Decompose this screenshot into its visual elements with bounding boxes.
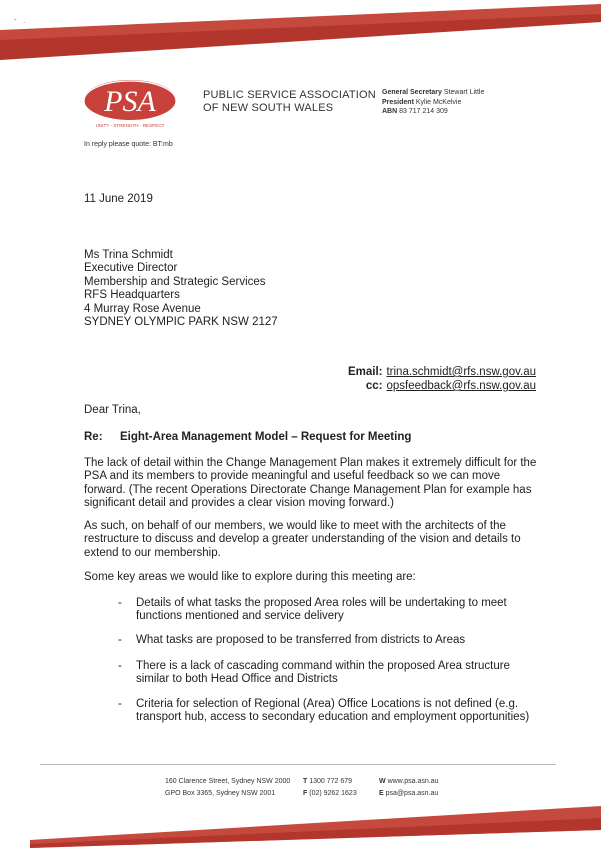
address-line: SYDNEY OLYMPIC PARK NSW 2127	[84, 316, 278, 329]
re-label: Re:	[84, 431, 103, 443]
email-block	[340, 365, 536, 393]
re-title: Eight-Area Management Model – Request for Meeting	[120, 431, 412, 443]
email-link[interactable]: trina.schmidt@rfs.nsw.gov.au	[386, 366, 536, 378]
address-line: 4 Murray Rose Avenue	[84, 302, 201, 315]
logo-text: PSA	[104, 85, 156, 118]
reply-reference: In reply please quote: BT:mb	[84, 141, 173, 148]
footer-phone-fax: T 1300 772 679 F (02) 9262 1623	[303, 778, 357, 797]
bullet-marker: -	[118, 597, 122, 609]
address-line: Membership and Strategic Services	[84, 275, 266, 288]
bullet-marker: -	[118, 660, 122, 672]
paragraph: As such, on behalf of our members, we would like to meet with the architects of the restructure to discuss and develop a greater understanding of the vision and details to extend to our membership.	[84, 520, 521, 559]
salutation: Dear Trina,	[84, 404, 141, 416]
paragraph: Some key areas we would like to explore during this meeting are:	[84, 571, 416, 583]
bullet-item: - What tasks are proposed to be transferred from districts to Areas	[118, 634, 466, 646]
website-link[interactable]: www.psa.asn.au	[387, 778, 439, 785]
header-stripe	[0, 0, 601, 60]
bullet-item: - There is a lack of cascading command within the proposed Area structure similar to both Head Office and Districts	[118, 660, 510, 686]
footer-web-email: W www.psa.asn.au E psa@psa.asn.au	[379, 778, 439, 797]
bullet-item: - Details of what tasks the proposed Area roles will be undertaking to meet functions mentioned and service delivery	[118, 597, 507, 623]
footer-stripe	[0, 800, 601, 850]
address-line: Ms Trina Schmidt	[84, 249, 173, 261]
address-line: Executive Director	[84, 262, 178, 275]
recipient-address	[84, 249, 278, 329]
cc-link[interactable]: opsfeedback@rfs.nsw.gov.au	[386, 380, 536, 392]
scan-speck: ˘ ·	[14, 18, 28, 27]
bullet-item: - Criteria for selection of Regional (Area) Office Locations is not defined (e.g. transport hub, access to secondary education and employment opportunities)	[118, 698, 530, 724]
bullet-marker: -	[118, 634, 122, 646]
psa-logo	[82, 78, 178, 130]
cc-label: cc:	[365, 380, 383, 392]
letter-date: 11 June 2019	[84, 193, 153, 205]
officers-block: General Secretary Stewart Little President Kylie McKelvie ABN 83 717 214 309	[382, 89, 485, 115]
email-label: Email:	[347, 366, 383, 378]
email-footer-link[interactable]: psa@psa.asn.au	[385, 790, 439, 797]
bullet-marker: -	[118, 698, 122, 710]
footer-address: 160 Clarence Street, Sydney NSW 2000 GPO Box 3365, Sydney NSW 2001	[165, 778, 291, 797]
logo-tagline: UNITY - STRENGTH - RESPECT	[95, 123, 165, 128]
organisation-name: PUBLIC SERVICE ASSOCIATION OF NEW SOUTH WALES	[203, 89, 376, 114]
footer-divider	[40, 764, 556, 765]
paragraph: The lack of detail within the Change Management Plan makes it extremely difficult for the PSA and its members to provide meaningful and useful feedback so we can move forward. (The recent Operations Directorate Change Management Plan for example has significant detail and provides a clear vision moving forward.)	[84, 457, 537, 510]
address-line: RFS Headquarters	[84, 289, 180, 302]
